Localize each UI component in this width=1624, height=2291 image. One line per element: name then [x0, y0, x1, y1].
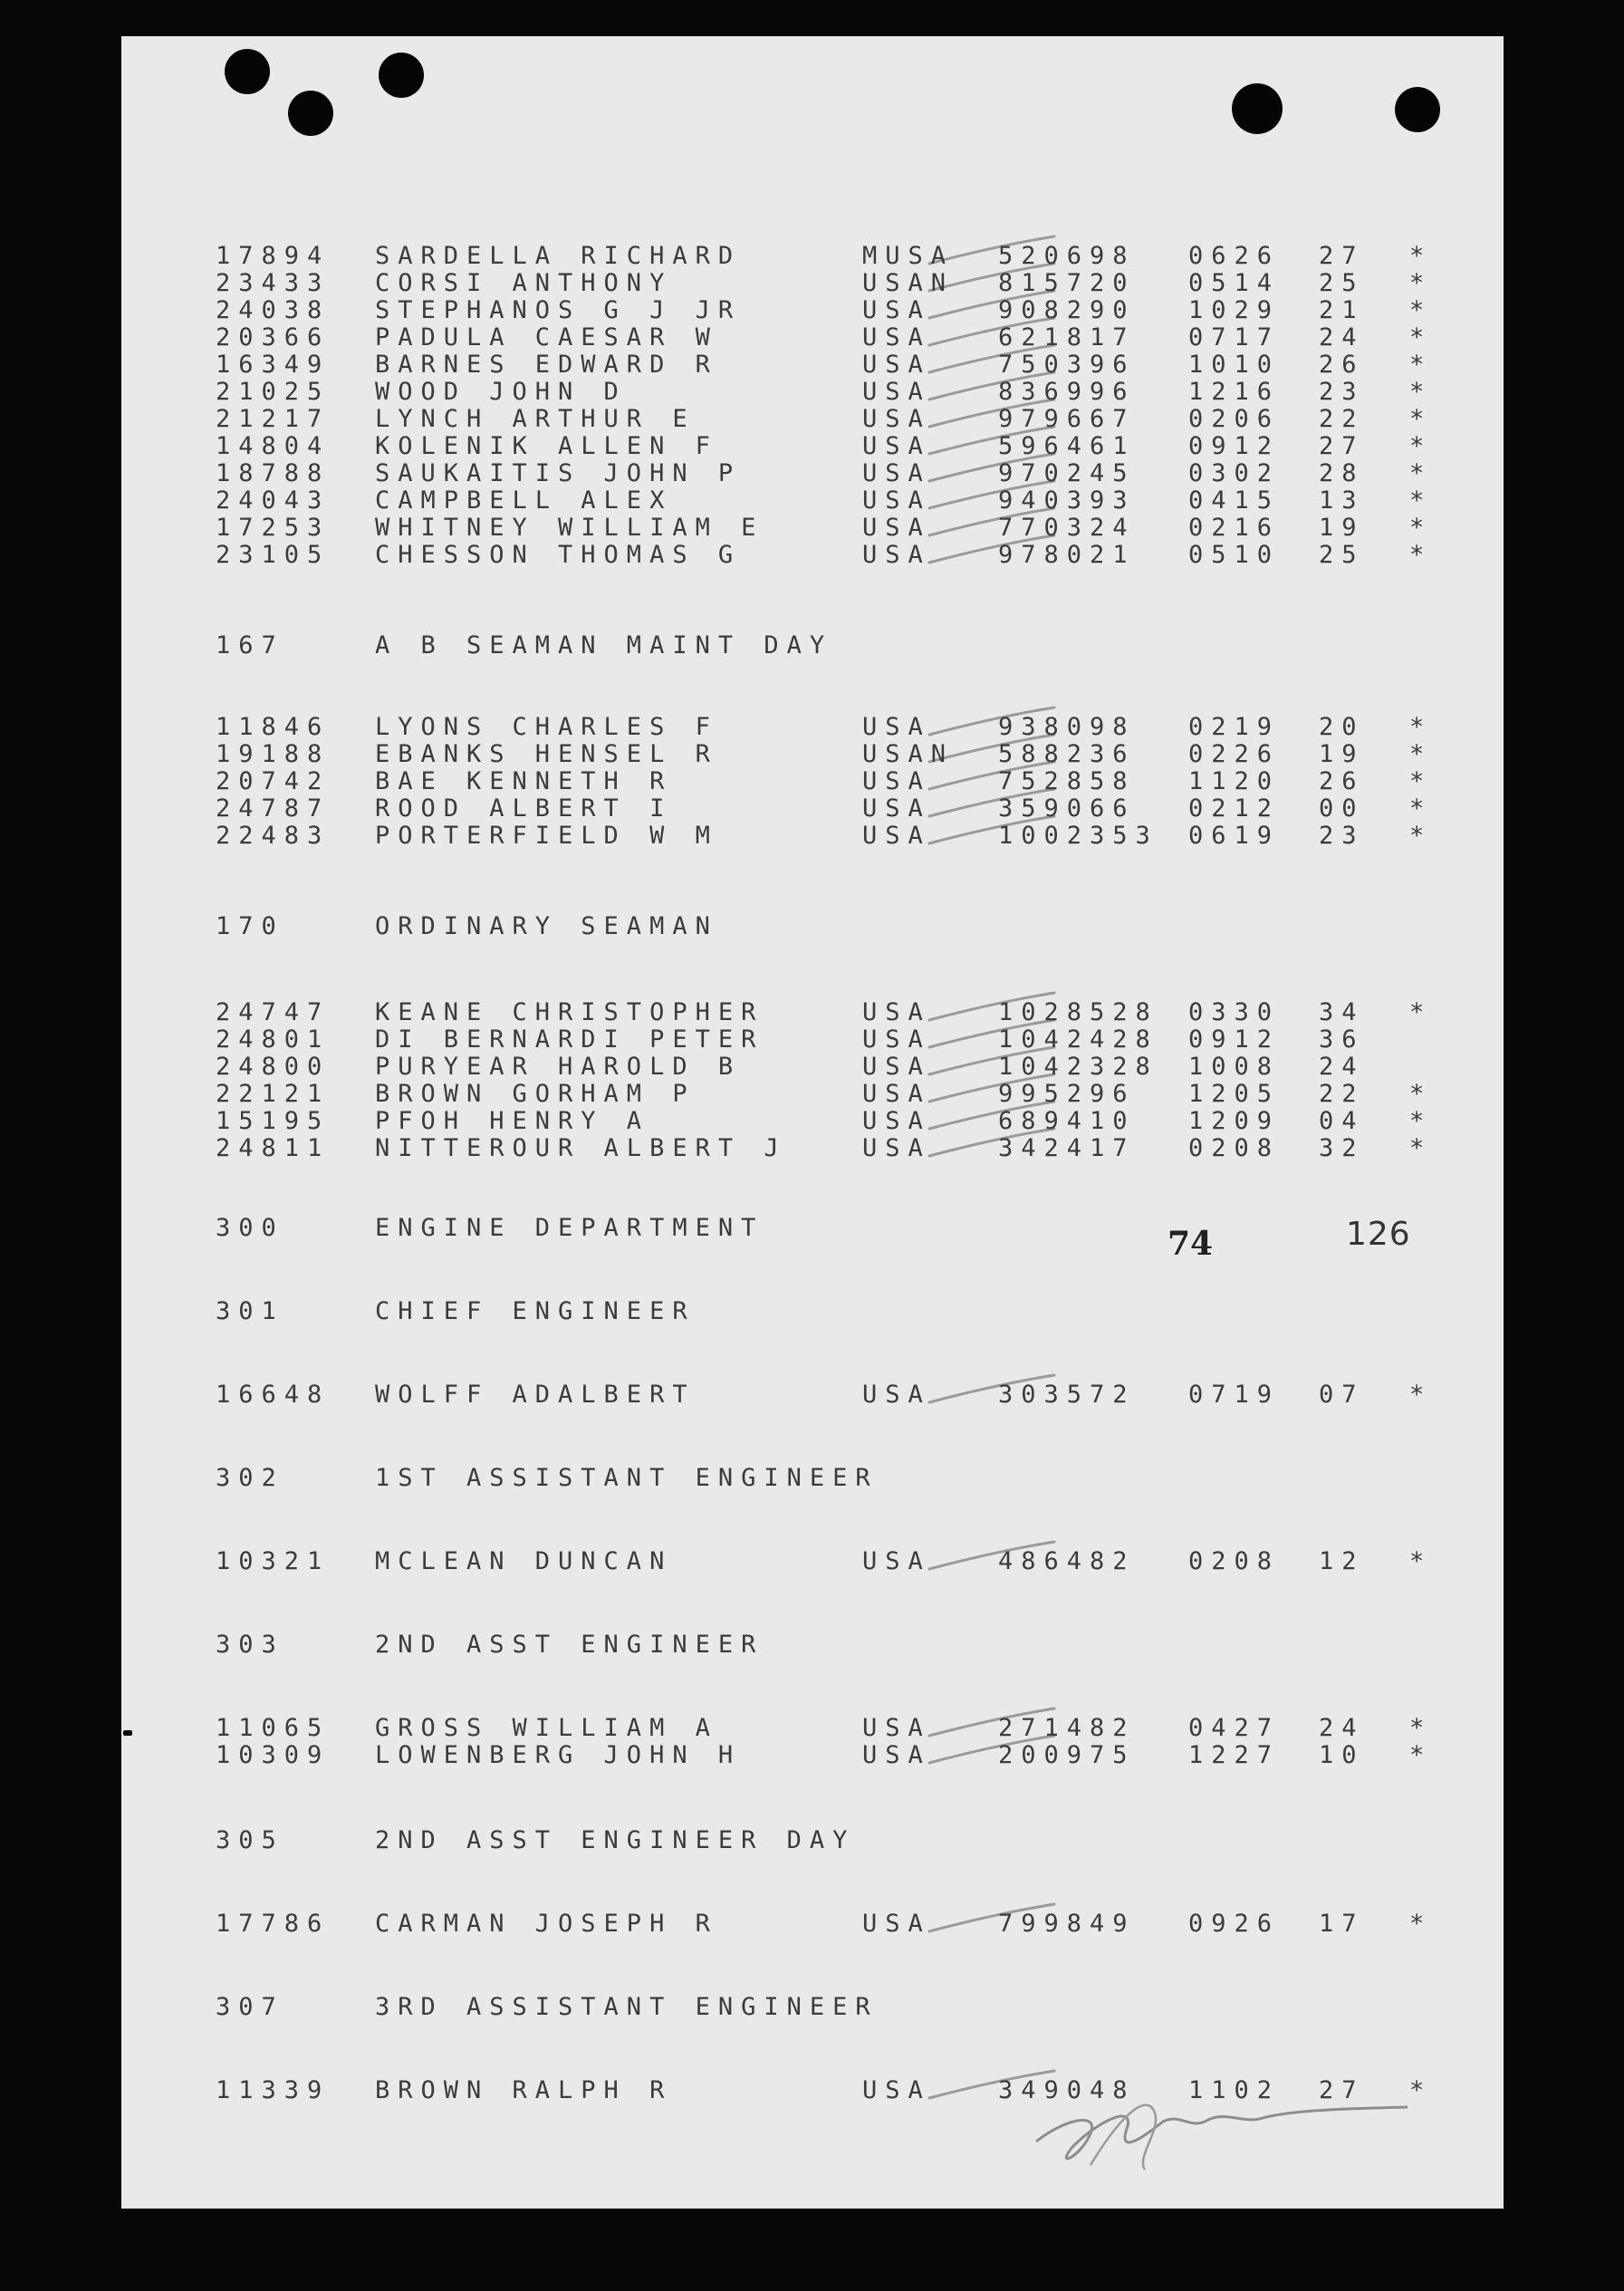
- cell-id: 17786: [216, 1910, 331, 1938]
- cell-book: 349048: [998, 2076, 1136, 2104]
- cell-book: 1028528: [998, 998, 1158, 1026]
- cell-star: *: [1409, 794, 1433, 823]
- cell-name: CHESSON THOMAS G: [375, 541, 742, 569]
- cell-name: PORTERFIELD W M: [375, 822, 718, 850]
- cell-star: *: [1409, 323, 1433, 351]
- cell-book: 342417: [998, 1134, 1136, 1162]
- cell-star: *: [1409, 2076, 1433, 2104]
- cell-name: EBANKS HENSEL R: [375, 740, 718, 768]
- cell-cit: USAN: [862, 740, 955, 768]
- cell-star: *: [1409, 1741, 1433, 1769]
- cell-cit: USA: [862, 1134, 931, 1162]
- cell-name: PURYEAR HAROLD B: [375, 1053, 742, 1081]
- cell-date: 0427: [1188, 1714, 1281, 1742]
- cell-age: 13: [1319, 486, 1365, 515]
- cell-date: 0208: [1188, 1134, 1281, 1162]
- cell-age: 24: [1319, 323, 1365, 351]
- cell-star: *: [1409, 1080, 1433, 1108]
- cell-book: 940393: [998, 486, 1136, 515]
- cell-book: 770324: [998, 514, 1136, 542]
- cell-age: 07: [1319, 1381, 1365, 1409]
- cell-name: KOLENIK ALLEN F: [375, 432, 718, 460]
- cell-date: 1227: [1188, 1741, 1281, 1769]
- cell-age: 26: [1319, 351, 1365, 379]
- cell-star: *: [1409, 541, 1433, 569]
- tally-right: 126: [1346, 1216, 1411, 1253]
- cell-age: 28: [1319, 459, 1365, 487]
- cell-id: 16648: [216, 1381, 331, 1409]
- cell-date: 0219: [1188, 713, 1281, 741]
- section-title: ORDINARY SEAMAN: [375, 912, 718, 940]
- cell-age: 27: [1319, 2076, 1365, 2104]
- cell-age: 27: [1319, 242, 1365, 270]
- cell-name: GROSS WILLIAM A: [375, 1714, 718, 1742]
- cell-age: 25: [1319, 541, 1365, 569]
- cell-date: 1120: [1188, 767, 1281, 795]
- cell-cit: USA: [862, 1547, 931, 1575]
- cell-name: MCLEAN DUNCAN: [375, 1547, 673, 1575]
- cell-book: 970245: [998, 459, 1136, 487]
- cell-id: 10321: [216, 1547, 331, 1575]
- cell-star: *: [1409, 514, 1433, 542]
- cell-name: LOWENBERG JOHN H: [375, 1741, 742, 1769]
- cell-date: 0510: [1188, 541, 1281, 569]
- cell-book: 752858: [998, 767, 1136, 795]
- cell-age: 34: [1319, 998, 1365, 1026]
- cell-cit: USA: [862, 514, 931, 542]
- cell-name: CAMPBELL ALEX: [375, 486, 673, 515]
- cell-age: 10: [1319, 1741, 1365, 1769]
- cell-book: 486482: [998, 1547, 1136, 1575]
- section-code: 307: [216, 1993, 284, 2021]
- section-title: 1ST ASSISTANT ENGINEER: [375, 1464, 879, 1492]
- section-code: 167: [216, 631, 284, 659]
- cell-age: 24: [1319, 1714, 1365, 1742]
- cell-cit: USA: [862, 296, 931, 324]
- cell-date: 1010: [1188, 351, 1281, 379]
- cell-cit: MUSA: [862, 242, 955, 270]
- cell-date: 0208: [1188, 1547, 1281, 1575]
- section-title: ENGINE DEPARTMENT: [375, 1214, 764, 1242]
- cell-book: 836996: [998, 378, 1136, 406]
- section-title: 2ND ASST ENGINEER DAY: [375, 1826, 856, 1854]
- cell-id: 11846: [216, 713, 331, 741]
- cell-cit: USA: [862, 767, 931, 795]
- cell-book: 303572: [998, 1381, 1136, 1409]
- cell-date: 1029: [1188, 296, 1281, 324]
- cell-id: 24811: [216, 1134, 331, 1162]
- section-code: 300: [216, 1214, 284, 1242]
- cell-id: 18788: [216, 459, 331, 487]
- cell-date: 1008: [1188, 1053, 1281, 1081]
- cell-book: 1002353: [998, 822, 1158, 850]
- cell-date: 0717: [1188, 323, 1281, 351]
- section-title: 3RD ASSISTANT ENGINEER: [375, 1993, 879, 2021]
- cell-date: 0912: [1188, 432, 1281, 460]
- cell-book: 520698: [998, 242, 1136, 270]
- section-code: 302: [216, 1464, 284, 1492]
- cell-cit: USA: [862, 2076, 931, 2104]
- cell-name: CORSI ANTHONY: [375, 269, 673, 297]
- cell-age: 20: [1319, 713, 1365, 741]
- cell-book: 200975: [998, 1741, 1136, 1769]
- cell-star: *: [1409, 1714, 1433, 1742]
- cell-name: NITTEROUR ALBERT J: [375, 1134, 787, 1162]
- cell-book: 978021: [998, 541, 1136, 569]
- cell-cit: USA: [862, 323, 931, 351]
- cell-name: CARMAN JOSEPH R: [375, 1910, 718, 1938]
- cell-age: 19: [1319, 740, 1365, 768]
- cell-date: 1209: [1188, 1107, 1281, 1135]
- cell-id: 24800: [216, 1053, 331, 1081]
- cell-id: 21025: [216, 378, 331, 406]
- cell-age: 00: [1319, 794, 1365, 823]
- section-title: 2ND ASST ENGINEER: [375, 1631, 764, 1659]
- cell-age: 04: [1319, 1107, 1365, 1135]
- cell-name: BAE KENNETH R: [375, 767, 673, 795]
- cell-star: *: [1409, 740, 1433, 768]
- cell-star: *: [1409, 713, 1433, 741]
- cell-cit: USA: [862, 432, 931, 460]
- cell-date: 0912: [1188, 1025, 1281, 1054]
- cell-cit: USA: [862, 1714, 931, 1742]
- cell-cit: USA: [862, 1741, 931, 1769]
- cell-age: 24: [1319, 1053, 1365, 1081]
- cell-cit: USA: [862, 1381, 931, 1409]
- cell-id: 10309: [216, 1741, 331, 1769]
- tally-left: 74: [1168, 1225, 1214, 1263]
- cell-book: 799849: [998, 1910, 1136, 1938]
- cell-date: 0926: [1188, 1910, 1281, 1938]
- cell-name: WOLFF ADALBERT: [375, 1381, 696, 1409]
- section-code: 301: [216, 1297, 284, 1325]
- cell-age: 12: [1319, 1547, 1365, 1575]
- section-code: 305: [216, 1826, 284, 1854]
- cell-id: 14804: [216, 432, 331, 460]
- cell-star: *: [1409, 459, 1433, 487]
- cell-id: 11065: [216, 1714, 331, 1742]
- cell-name: WHITNEY WILLIAM E: [375, 514, 764, 542]
- cell-cit: USA: [862, 794, 931, 823]
- cell-cit: USA: [862, 1910, 931, 1938]
- signature-stroke: [1091, 2105, 1156, 2170]
- cell-age: 32: [1319, 1134, 1365, 1162]
- cell-name: WOOD JOHN D: [375, 378, 627, 406]
- cell-cit: USA: [862, 405, 931, 433]
- cell-age: 17: [1319, 1910, 1365, 1938]
- cell-cit: USA: [862, 998, 931, 1026]
- cell-name: BROWN GORHAM P: [375, 1080, 696, 1108]
- cell-id: 24043: [216, 486, 331, 515]
- cell-id: 20366: [216, 323, 331, 351]
- cell-star: *: [1409, 1547, 1433, 1575]
- cell-age: 26: [1319, 767, 1365, 795]
- cell-id: 20742: [216, 767, 331, 795]
- cell-date: 0719: [1188, 1381, 1281, 1409]
- cell-name: BARNES EDWARD R: [375, 351, 718, 379]
- cell-star: *: [1409, 486, 1433, 515]
- cell-age: 36: [1319, 1025, 1365, 1054]
- cell-name: SAUKAITIS JOHN P: [375, 459, 742, 487]
- cell-book: 995296: [998, 1080, 1136, 1108]
- cell-book: 750396: [998, 351, 1136, 379]
- cell-book: 938098: [998, 713, 1136, 741]
- cell-id: 24747: [216, 998, 331, 1026]
- cell-book: 815720: [998, 269, 1136, 297]
- cell-name: DI BERNARDI PETER: [375, 1025, 764, 1054]
- cell-age: 23: [1319, 822, 1365, 850]
- cell-id: 24787: [216, 794, 331, 823]
- cell-date: 0212: [1188, 794, 1281, 823]
- cell-name: SARDELLA RICHARD: [375, 242, 742, 270]
- cell-book: 979667: [998, 405, 1136, 433]
- cell-star: *: [1409, 1910, 1433, 1938]
- section-title: CHIEF ENGINEER: [375, 1297, 696, 1325]
- cell-name: LYONS CHARLES F: [375, 713, 718, 741]
- cell-book: 1042428: [998, 1025, 1158, 1054]
- section-code: 303: [216, 1631, 284, 1659]
- cell-star: *: [1409, 378, 1433, 406]
- cell-name: PADULA CAESAR W: [375, 323, 718, 351]
- cell-star: *: [1409, 269, 1433, 297]
- section-code: 170: [216, 912, 284, 940]
- cell-book: 908290: [998, 296, 1136, 324]
- cell-id: 23433: [216, 269, 331, 297]
- cell-date: 0206: [1188, 405, 1281, 433]
- cell-name: LYNCH ARTHUR E: [375, 405, 696, 433]
- section-title: A B SEAMAN MAINT DAY: [375, 631, 833, 659]
- cell-cit: USA: [862, 486, 931, 515]
- cell-cit: USA: [862, 1053, 931, 1081]
- cell-age: 19: [1319, 514, 1365, 542]
- cell-age: 21: [1319, 296, 1365, 324]
- cell-date: 1205: [1188, 1080, 1281, 1108]
- cell-date: 0415: [1188, 486, 1281, 515]
- cell-age: 22: [1319, 1080, 1365, 1108]
- cell-cit: USA: [862, 822, 931, 850]
- cell-date: 1216: [1188, 378, 1281, 406]
- cell-book: 359066: [998, 794, 1136, 823]
- cell-cit: USA: [862, 1080, 931, 1108]
- cell-cit: USA: [862, 351, 931, 379]
- cell-id: 17253: [216, 514, 331, 542]
- cell-id: 19188: [216, 740, 331, 768]
- cell-cit: USA: [862, 541, 931, 569]
- cell-id: 24801: [216, 1025, 331, 1054]
- cell-star: *: [1409, 998, 1433, 1026]
- cell-star: *: [1409, 351, 1433, 379]
- cell-date: 1102: [1188, 2076, 1281, 2104]
- cell-star: *: [1409, 296, 1433, 324]
- cell-star: *: [1409, 1134, 1433, 1162]
- cell-id: 17894: [216, 242, 331, 270]
- cell-star: *: [1409, 432, 1433, 460]
- cell-id: 22483: [216, 822, 331, 850]
- cell-book: 271482: [998, 1714, 1136, 1742]
- cell-name: ROOD ALBERT I: [375, 794, 673, 823]
- cell-star: *: [1409, 1381, 1433, 1409]
- cell-cit: USA: [862, 1025, 931, 1054]
- cell-age: 25: [1319, 269, 1365, 297]
- cell-date: 0514: [1188, 269, 1281, 297]
- cell-book: 1042328: [998, 1053, 1158, 1081]
- cell-name: KEANE CHRISTOPHER: [375, 998, 764, 1026]
- cell-star: *: [1409, 822, 1433, 850]
- cell-age: 22: [1319, 405, 1365, 433]
- document-page: [121, 36, 1504, 2209]
- cell-age: 27: [1319, 432, 1365, 460]
- cell-id: 15195: [216, 1107, 331, 1135]
- cell-id: 11339: [216, 2076, 331, 2104]
- cell-name: STEPHANOS G J JR: [375, 296, 742, 324]
- cell-star: *: [1409, 405, 1433, 433]
- cell-cit: USAN: [862, 269, 955, 297]
- cell-cit: USA: [862, 713, 931, 741]
- cell-star: *: [1409, 1107, 1433, 1135]
- cell-age: 23: [1319, 378, 1365, 406]
- cell-book: 689410: [998, 1107, 1136, 1135]
- cell-date: 0330: [1188, 998, 1281, 1026]
- cell-date: 0226: [1188, 740, 1281, 768]
- cell-star: *: [1409, 242, 1433, 270]
- cell-star: *: [1409, 767, 1433, 795]
- cell-id: 22121: [216, 1080, 331, 1108]
- cell-id: 24038: [216, 296, 331, 324]
- cell-id: 21217: [216, 405, 331, 433]
- cell-date: 0216: [1188, 514, 1281, 542]
- cell-date: 0626: [1188, 242, 1281, 270]
- cell-cit: USA: [862, 378, 931, 406]
- cell-cit: USA: [862, 459, 931, 487]
- signature: [1036, 2107, 1408, 2159]
- cell-id: 16349: [216, 351, 331, 379]
- cell-book: 588236: [998, 740, 1136, 768]
- cell-date: 0302: [1188, 459, 1281, 487]
- cell-cit: USA: [862, 1107, 931, 1135]
- cell-book: 621817: [998, 323, 1136, 351]
- cell-book: 596461: [998, 432, 1136, 460]
- cell-name: BROWN RALPH R: [375, 2076, 673, 2104]
- cell-name: PFOH HENRY A: [375, 1107, 650, 1135]
- cell-date: 0619: [1188, 822, 1281, 850]
- cell-id: 23105: [216, 541, 331, 569]
